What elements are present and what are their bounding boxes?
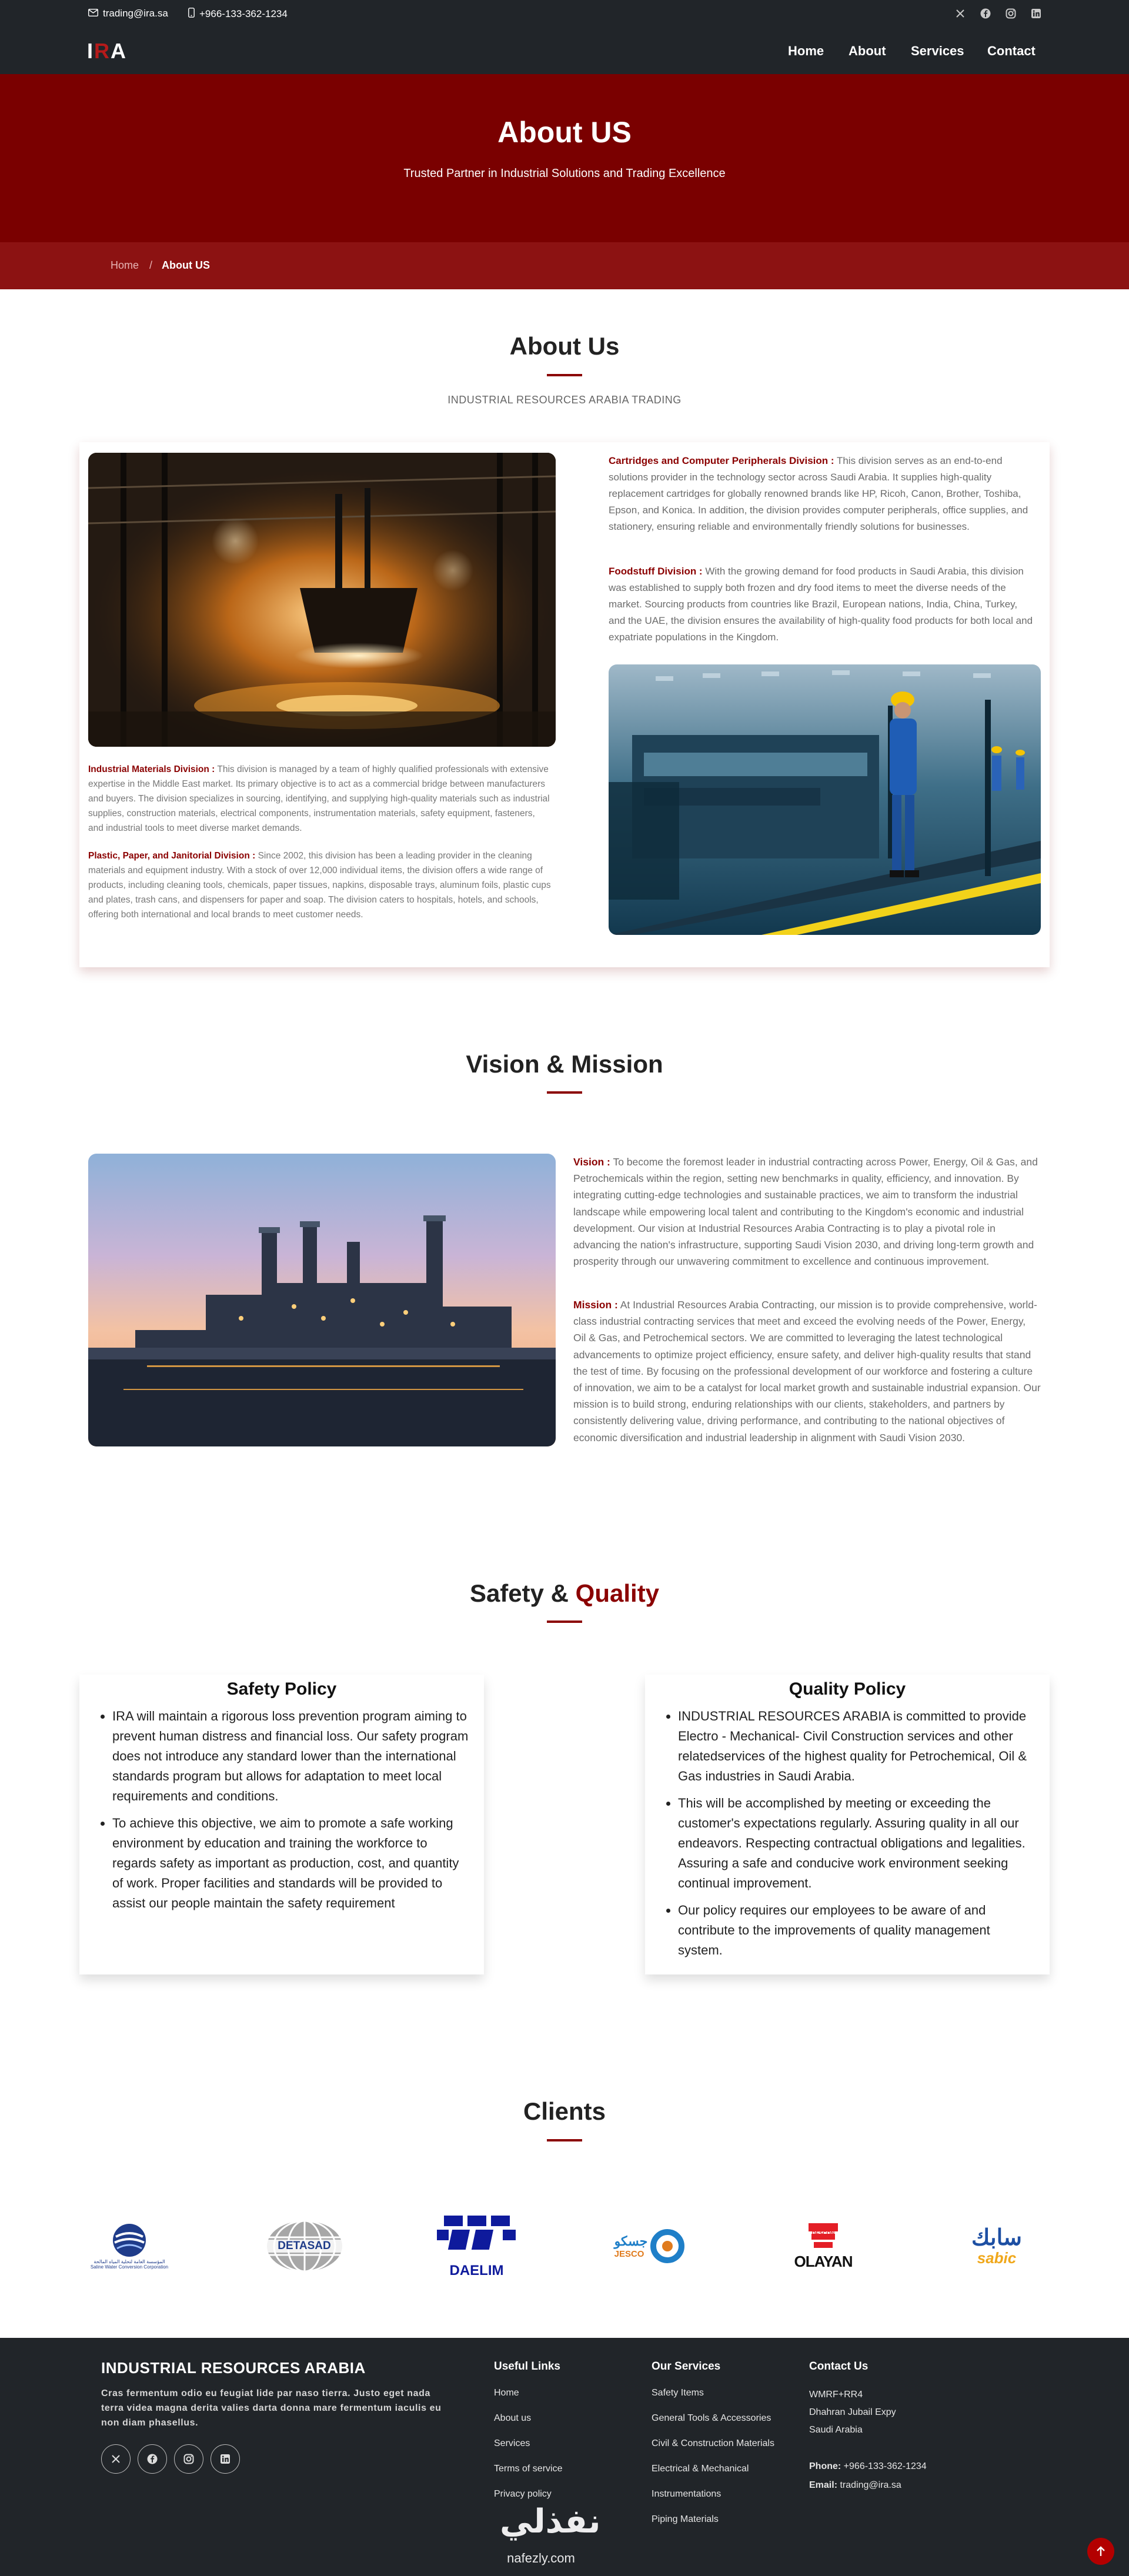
vision-block: [573, 1154, 1041, 1269]
footer-link-terms[interactable]: Terms of service: [494, 2464, 563, 2474]
safety-policy-title: Safety Policy: [226, 1679, 337, 1699]
detasad-text: DETASAD: [266, 2240, 343, 2253]
page-hero: [0, 74, 1129, 242]
footer-service-link[interactable]: General Tools & Accessories: [652, 2413, 771, 2423]
breadcrumb-separator: /: [149, 259, 153, 271]
footer-x-icon[interactable]: [101, 2444, 131, 2474]
watermark-url: nafezly.com: [507, 2551, 575, 2565]
clients-title: Clients: [523, 2097, 606, 2125]
linkedin-icon[interactable]: [1030, 7, 1043, 20]
safety-quality-underline: [547, 1621, 582, 1623]
quality-policy-item: • This will be accomplished by meeting or exceeding the customer's expectations regularly. Assuring quality in all our endeavors. Respecting contractual obligations and legalities. Assuring a safe and conducive work environment seeking continual improvement.: [678, 1793, 1036, 1893]
our-services-title: Our Services: [652, 2360, 721, 2373]
client-logo-swcc[interactable]: [85, 2211, 173, 2281]
factory-workers-image: [609, 664, 1041, 935]
clients-underline: [547, 2139, 582, 2141]
division-plastic-name: Plastic, Paper, and Janitorial Division :: [88, 851, 256, 861]
quality-policy-title: Quality Policy: [789, 1679, 906, 1699]
swcc-text: Saline Water Conversion Corporation: [90, 2264, 169, 2270]
footer-service-link[interactable]: Instrumentations: [652, 2489, 722, 2499]
mission-block: [573, 1297, 1041, 1446]
quality-policy-item: • Our policy requires our employees to be aware of and contribute to the improvements of quality management system.: [678, 1900, 1036, 1960]
watermark-arabic: نفذلي: [500, 2503, 601, 2541]
olayan-mark-icon: [806, 2222, 841, 2251]
division-foodstuff-name: Foodstuff Division :: [609, 566, 703, 577]
footer-phone-value: +966-133-362-1234: [843, 2461, 927, 2471]
division-industrial: [88, 762, 553, 836]
footer-address-line: Saudi Arabia: [809, 2425, 863, 2435]
useful-links-title: Useful Links: [494, 2360, 560, 2373]
topbar-phone[interactable]: [188, 8, 288, 21]
division-plastic-text: Since 2002, this division has been a leading provider in the cleaning materials and equipment industry. With a stock of over 12,000 individual items, the division offers a wide range of products, including cleaning tools, chemicals, paper tissues, napkins, disposable trays, aluminum foils, plastic cups and plates, trash cans, and dispensers for paper and soap. The division caters to hospitals, hotels, and schools, offering both international and local brands to meet customer needs.: [88, 851, 551, 920]
x-icon[interactable]: [954, 7, 967, 20]
footer-link-services[interactable]: Services: [494, 2438, 530, 2448]
arrow-up-icon: [1095, 2545, 1106, 2557]
vision-mission-underline: [547, 1091, 582, 1094]
facebook-icon[interactable]: [979, 7, 992, 20]
footer-link-privacy[interactable]: Privacy policy: [494, 2489, 552, 2499]
top-bar: [0, 0, 1129, 27]
mission-text: At Industrial Resources Arabia Contracting, our mission is to provide comprehensive, world-class industrial contracting services that meet and exceed the evolving needs of the Power, Energy, Oil & Gas, and Petrochemical sectors. We are committed to leveraging the latest technological advancements to optimize project efficiency, ensure safety, and deliver high-quality results that stand the test of time. By focusing on the professional development of our workforce and fostering a culture of innovation, we aim to be a catalyst for local market growth and sustainable industrial expansion. Our mission is to build strong, enduring relationships with our clients, stakeholders, and partners by consistently delivering value, driving performance, and contributing to the national objectives of economic diversification and industrial leadership in alignment with Saudi Vision 2030.: [573, 1299, 1041, 1444]
olayan-text: OLAYAN: [794, 2252, 853, 2270]
footer-linkedin-icon[interactable]: [211, 2444, 240, 2474]
about-title-underline: [547, 374, 582, 376]
client-logo-sabic[interactable]: [953, 2211, 1041, 2281]
division-industrial-text: This division is managed by a team of highly qualified professionals with extensive expertise in the Middle East market. Its primary objective is to act as a commercial bridge between manufacturers and buyers. The division specializes in sourcing, identifying, and supplying high-quality materials such as industrial supplies, construction materials, electrical components, instrumentation materials, safety equipment, fasteners, and industrial tools to meet diverse market demands.: [88, 764, 550, 833]
breadcrumb-current: About US: [162, 259, 210, 271]
footer-address-line: Dhahran Jubail Expy: [809, 2407, 896, 2417]
mission-label: Mission :: [573, 1299, 618, 1311]
division-industrial-name: Industrial Materials Division :: [88, 764, 215, 774]
page-title: About US: [497, 116, 632, 149]
about-subtitle: INDUSTRIAL RESOURCES ARABIA TRADING: [447, 394, 682, 406]
page-subtitle: Trusted Partner in Industrial Solutions and Trading Excellence: [403, 167, 726, 180]
safety-quality-title-part1: Safety &: [469, 1579, 569, 1607]
safety-quality-title: [0, 1579, 1129, 1608]
footer-service-link[interactable]: Piping Materials: [652, 2514, 719, 2524]
back-to-top-button[interactable]: [1087, 2538, 1114, 2565]
vision-mission-title: Vision & Mission: [466, 1050, 663, 1078]
jesco-arabic: جسكو: [614, 2233, 648, 2248]
footer-email-value: trading@ira.sa: [840, 2480, 901, 2490]
division-plastic: [88, 848, 553, 922]
sabic-arabic: سابك: [971, 2226, 1023, 2250]
quality-policy-card: [645, 1675, 1050, 1974]
footer-address-line: WMRF+RR4: [809, 2390, 863, 2400]
division-foodstuff-text: With the growing demand for food products in Saudi Arabia, this division was established to supply both frozen and dry food items to meet the diverse needs of the market. Sourcing products from countries like Brazil, European nations, India, China, Turkey, and the UAE, the division ensures the availability of high-quality food products for both local and expatriate populations in the Kingdom.: [609, 566, 1033, 643]
footer-service-link[interactable]: Safety Items: [652, 2388, 704, 2398]
vision-label: Vision :: [573, 1156, 610, 1168]
jesco-text: JESCO: [614, 2248, 644, 2259]
footer-facebook-icon[interactable]: [138, 2444, 167, 2474]
nav-contact[interactable]: Contact: [987, 44, 1036, 58]
footer-phone-label: Phone:: [809, 2461, 841, 2471]
sabic-text: sabic: [977, 2249, 1017, 2267]
instagram-icon[interactable]: [1004, 7, 1017, 20]
footer-email: [809, 2480, 901, 2491]
client-logo-jesco[interactable]: [606, 2211, 694, 2281]
site-logo[interactable]: IRA: [87, 39, 128, 63]
footer-phone: [809, 2461, 927, 2472]
division-foodstuff: [609, 563, 1035, 646]
division-cartridges: [609, 453, 1035, 535]
division-cartridges-name: Cartridges and Computer Peripherals Division :: [609, 455, 834, 466]
client-logo-daelim[interactable]: [434, 2211, 519, 2281]
vision-text: To become the foremost leader in industrial contracting across Power, Energy, Oil & Gas, and Petrochemicals within the region, setting new benchmarks in quality, efficiency, and innovation. By integrating cutting-edge technologies and sustainable practices, we aim to transform the industrial landscape while empowering local talent and contributing to the Kingdom's economic and industrial development. Our vision at Industrial Resources Arabia Contracting is to play a pivotal role in advancing the nation's infrastructure, supporting Saudi Vision 2030, and driving long-term growth and prosperity through our unwavering commitment to excellence and continuous improvement.: [573, 1156, 1038, 1268]
footer-company: INDUSTRIAL RESOURCES ARABIA: [101, 2359, 366, 2377]
topbar-email-text: trading@ira.sa: [103, 8, 168, 19]
swcc-arabic: المؤسسة العامة لتحلية المياه المالحة: [93, 2259, 165, 2264]
client-logo-olayan[interactable]: [782, 2211, 864, 2281]
nav-home[interactable]: Home: [788, 44, 824, 58]
footer-service-link[interactable]: Civil & Construction Materials: [652, 2438, 774, 2448]
quality-policy-item: • INDUSTRIAL RESOURCES ARABIA is committed to provide Electro - Mechanical- Civil Construction services and other relatedservices of the highest quality for Petrochemical, Oil & Gas industries in Saudi Arabia.: [678, 1706, 1036, 1786]
breadcrumb-home[interactable]: Home: [111, 259, 139, 271]
contact-us-title: Contact Us: [809, 2360, 869, 2373]
topbar-email[interactable]: [88, 8, 168, 19]
safety-policy-item: • To achieve this objective, we aim to promote a safe working environment by education and training the workforce to regards safety as important as production, cost, and quantity of work. Proper facilities and standards will be provided to assist our people maintain the safety requirement: [112, 1813, 470, 1913]
division-cartridges-text: This division serves as an end-to-end solutions provider in the technology sector across Saudi Arabia. It supplies high-quality replacement cartridges for globally renowned brands like HP, Ricoh, Canon, Brother, Toshiba, Epson, and Konica. In addition, the division provides computer peripherals, office supplies, and stationery, ensuring reliable and environmentally friendly solutions for businesses.: [609, 455, 1028, 532]
olayan-sub: DESCON: [811, 2230, 835, 2236]
jesco-ring-icon: [650, 2228, 685, 2264]
main-navbar: [0, 27, 1129, 74]
breadcrumb: [0, 242, 1129, 289]
safety-quality-title-part2: Quality: [575, 1579, 660, 1607]
safety-policy-card: [79, 1675, 484, 1974]
topbar-phone-text: +966-133-362-1234: [199, 8, 288, 19]
refinery-image: [88, 1154, 556, 1446]
footer-email-label: Email:: [809, 2480, 838, 2490]
footer-instagram-icon[interactable]: [174, 2444, 203, 2474]
daelim-mark-icon: [437, 2213, 517, 2266]
nav-about[interactable]: About: [849, 44, 886, 58]
nav-services[interactable]: Services: [911, 44, 964, 58]
logo-text: [87, 39, 123, 64]
phone-icon: [188, 8, 195, 21]
footer-link-about[interactable]: About us: [494, 2413, 532, 2423]
client-logo-detasad[interactable]: [262, 2211, 347, 2281]
footer-blurb: Cras fermentum odio eu feugiat lide par naso tierra. Justo eget nada terra videa magna derita valies darta donna mare fermentum iaculis eu non diam phasellus.: [101, 2388, 442, 2428]
steel-mill-image: [88, 453, 556, 747]
daelim-text: DAELIM: [449, 2263, 504, 2278]
swcc-emblem-icon: [109, 2223, 150, 2258]
envelope-icon: [88, 8, 98, 19]
safety-policy-item: • IRA will maintain a rigorous loss prevention program aiming to prevent human distress and financial loss. Our safety program does not introduce any standard lower than the international standards program but allows for adaptation to meet local requirements and conditions.: [112, 1706, 470, 1806]
about-title: About Us: [509, 332, 620, 360]
footer-service-link[interactable]: Electrical & Mechanical: [652, 2464, 749, 2474]
footer-link-home[interactable]: Home: [494, 2388, 519, 2398]
